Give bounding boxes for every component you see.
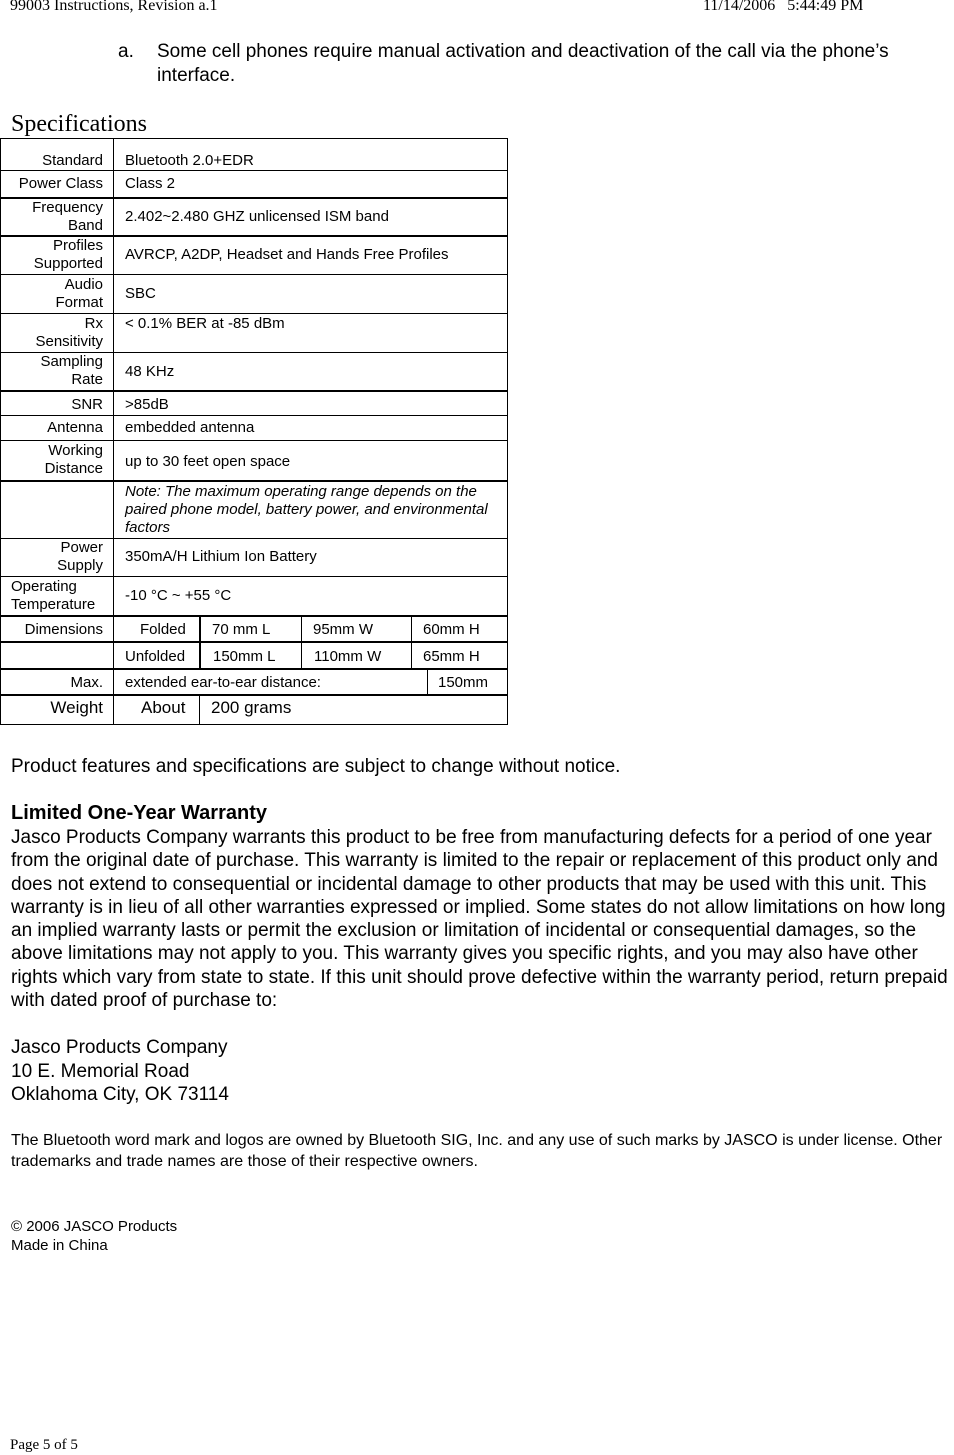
weight-qualifier: About [141,698,186,717]
spec-row-standard [0,138,508,170]
spec-label: Working Distance [44,442,103,477]
company-address [11,1036,229,1107]
spec-row-power-supply [0,538,508,576]
spec-label: SNR [71,396,103,413]
spec-row-profiles [0,235,508,274]
spec-row-distance [0,440,508,480]
spec-row-range-note [0,480,508,538]
spec-value: up to 30 feet open space [125,453,291,470]
dim-width: 95mm W [313,621,373,638]
dim-divider-2 [301,615,302,669]
header-doc-title: 99003 Instructions, Revision a.1 [10,0,218,14]
spec-row-snr [0,390,508,415]
spec-value: embedded antenna [125,419,255,436]
spec-value: Class 2 [125,175,176,192]
trademark-notice: The Bluetooth word mark and logos are owned by Bluetooth SIG, Inc. and any use of such marks by JASCO is under license. Other trademarks and trade names are those of their respective owners. [11,1132,943,1170]
spec-label: Frequency Band [32,199,103,234]
spec-value: < 0.1% BER at -85 dBm [125,315,285,332]
dim-divider-1 [199,615,201,669]
range-note: Note: The maximum operating range depends on the paired phone model, battery power, and environmental factors [125,483,488,536]
spec-row-dim-unfolded [0,641,508,668]
spec-row-weight [0,694,508,724]
dim-height: 65mm H [423,648,480,665]
spec-row-antenna [0,415,508,440]
dim-length: 150mm L [213,648,276,665]
spec-label: Operating Temperature [11,578,96,613]
address-line-2: 10 E. Memorial Road [11,1060,190,1082]
note-a-text: Some cell phones require manual activation and deactivation of the call via the phone’s interface. [157,41,889,86]
dim-width: 110mm W [314,648,382,665]
spec-label: Weight [50,698,103,717]
spec-row-max [0,668,508,694]
address-line-3: Oklahoma City, OK 73114 [11,1084,229,1105]
spec-label: Dimensions [24,621,103,638]
note-a-marker: a. [118,41,134,62]
spec-label: Power Supply [57,539,103,574]
spec-value: 2.402~2.480 GHZ unlicensed ISM band [125,208,389,225]
page-number: Page 5 of 5 [10,1437,78,1453]
subject-to-change: Product features and specifications are subject to change without notice. [11,756,621,777]
spec-label: Audio Format [55,276,103,311]
header-timestamp: 11/14/2006 5:44:49 PM [703,0,864,14]
dim-state: Unfolded [125,648,186,665]
spec-label: Profiles Supported [33,237,103,272]
spec-row-rx [0,313,508,352]
weight-value: 200 grams [211,698,292,717]
spec-row-temperature [0,576,508,615]
spec-label: Standard [42,152,103,169]
warranty-title: Limited One-Year Warranty [11,802,267,824]
spec-label: Antenna [47,419,103,436]
spec-value: -10 °C ~ +55 °C [125,587,232,604]
address-line-1: Jasco Products Company [11,1037,228,1058]
dim-divider-3 [411,615,412,669]
warranty-body: Jasco Products Company warrants this product to be free from manufacturing defects for a period of one year from the original date of purchase. This warranty is limited to the repair or replacement of this product only and does not extend to consequential or incidental damage to other products that may be used with this unit. This warranty is in lieu of all other warranties expressed or implied. Some states do not allow limitations on how long an implied warranty lasts or permit the exclusion or limitation of incidental or consequential damages, so the above limitations may not apply to you. This warranty gives you specific rights, and you may also have other rights which vary from state to state. If this unit should prove defective within the warranty period, return prepaid with dated proof of purchase to: [11,827,948,1012]
spec-label: Max. [70,674,103,691]
spec-row-sampling [0,352,508,390]
dim-length: 70 mm L [212,621,271,638]
spec-table [0,138,508,725]
specifications-heading: Specifications [11,111,147,137]
copyright [11,1217,177,1255]
spec-row-power-class [0,170,508,197]
dim-height: 60mm H [423,621,480,638]
spec-row-audio [0,274,508,313]
table-bottom-border [0,724,508,725]
weight-divider [199,694,200,724]
origin-line: Made in China [11,1237,108,1254]
max-desc: extended ear-to-ear distance: [125,674,321,691]
note-a [118,40,948,88]
spec-label: Rx Sensitivity [35,315,103,350]
spec-row-frequency [0,197,508,235]
spec-label: Sampling Rate [40,353,103,388]
spec-label: Power Class [18,175,103,192]
spec-value: >85dB [125,396,169,413]
spec-value: 350mA/H Lithium Ion Battery [125,548,317,565]
spec-row-dim-folded [0,615,508,641]
copyright-line: © 2006 JASCO Products [11,1218,178,1235]
max-divider [427,668,428,694]
max-value: 150mm [438,674,489,691]
spec-value: SBC [125,285,156,302]
dim-state: Folded [140,621,186,638]
spec-value: Bluetooth 2.0+EDR [125,152,254,169]
spec-value: AVRCP, A2DP, Headset and Hands Free Profiles [125,246,449,263]
spec-value: 48 KHz [125,363,175,380]
